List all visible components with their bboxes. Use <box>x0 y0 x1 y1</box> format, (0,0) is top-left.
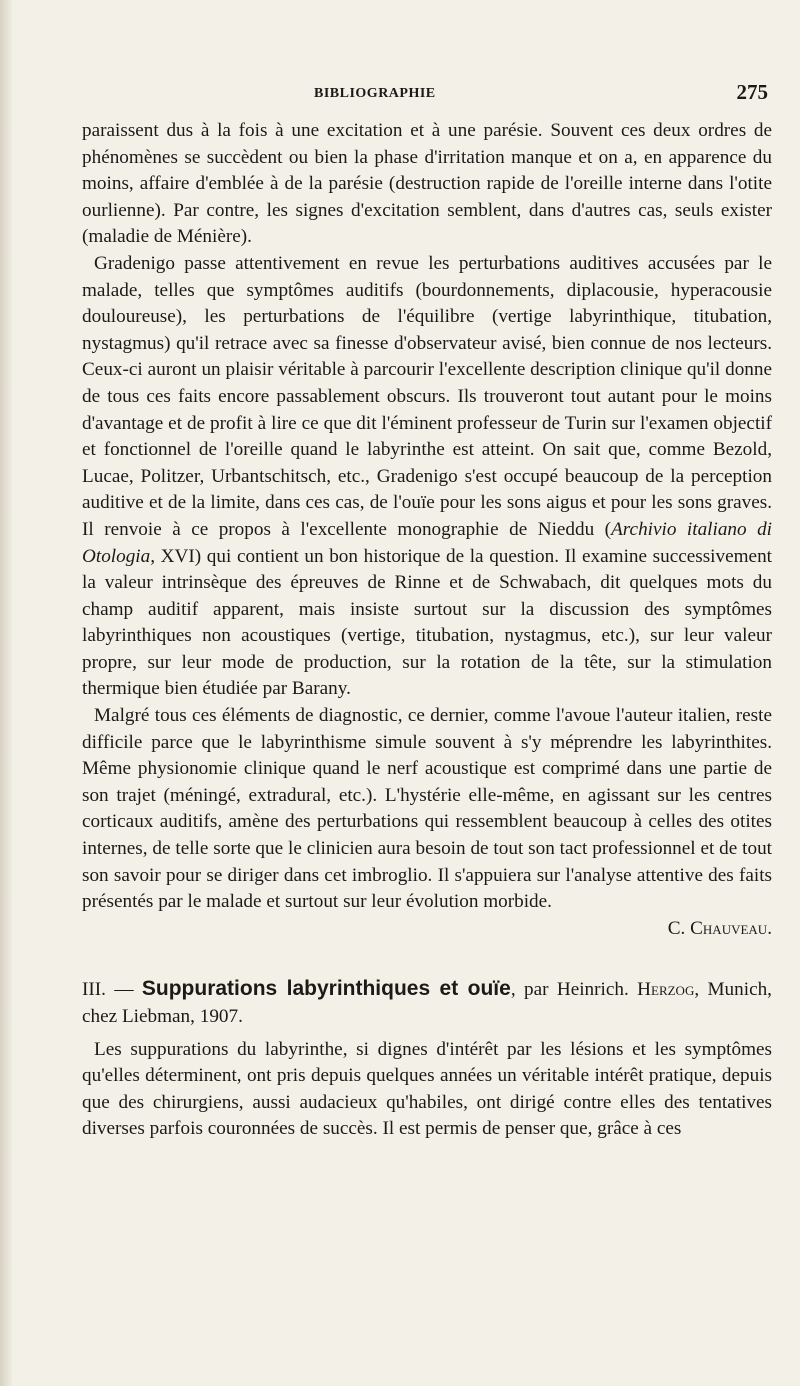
page-edge-shadow <box>0 0 12 1386</box>
page-number: 275 <box>736 80 768 104</box>
paragraph-1: paraissent dus à la fois à une excitation et à une parésie. Souvent ces deux ordres de phénomènes se succèdent ou bien la phase d'irritation manque et on a, en apparence du moins, affaire d'emblée à de la parésie (destruction rapide de l'oreille interne dans l'otite ourlienne). Par contre, les signes d'excitation semblent, dans d'autres cas, seuls exister (maladie de Ménière). <box>82 120 772 248</box>
paragraph-2-text: Gradenigo passe attentivement en revue les perturbations auditives accusées par le malade, telles que symptômes auditifs (bourdonnements, diplacousie, hyperacousie douloureuse), les perturbations de l'équilibre (vertige labyrinthique, titubation, nystagmus) qu'il retrace avec sa finesse d'observateur avisé, bien connue de nos lecteurs. Ceux-ci auront un plaisir véritable à parcourir l'excellente description clinique qu'il donne de tous ces faits encore passablement obscurs. Ils trouveront tout autant pour le moins d'avantage et de profit à lire ce que dit l'éminent professeur de Turin sur l'examen objectif et fonctionnel de l'oreille quand le labyrinthe est atteint. On sait que, comme Bezold, Lucae, Politzer, Urbantschitsch, etc., Gradenigo s'est occupé beaucoup de la perception auditive et de la limite, dans ces cas, de l'ouïe pour les sons aigus et pour les sons graves. Il renvoie à ce propos à l'excellente monographie de Nieddu ( <box>82 252 772 540</box>
page-header <box>82 80 770 108</box>
paragraph-2 <box>82 251 772 703</box>
review-publisher: , Munich, chez Liebman, 1907. <box>82 979 772 1027</box>
review-author: Herzog <box>637 979 695 1001</box>
paragraph-3: Malgré tous ces éléments de diagnostic, ce dernier, comme l'avoue l'auteur italien, reste difficile parce que le labyrinthisme simule souvent à s'y méprendre les labyrinthites. Même physionomie clinique quand le nerf acoustique est comprimé dans une partie de son trajet (méningé, extradural, etc.). L'hystérie elle-même, en agissant sur les centres corticaux auditifs, amène des perturbations qui ressemblent beaucoup à celles des otites internes, de telle sorte que le clinicien aura besoin de tout son tact professionnel et de tout son savoir pour se diriger dans cet imbroglio. Il s'appuiera sur l'analyse attentive des faits présentés par le malade et surtout sur leur évolution morbide. <box>82 705 772 913</box>
citation-journal: Archivio italiano di Otologia, <box>82 518 773 567</box>
article-body <box>82 118 772 1143</box>
review-number: III. — <box>82 979 142 1001</box>
review-signature: C. Chauveau. <box>667 917 772 939</box>
review-heading <box>82 976 772 1030</box>
review-body: Les suppurations du labyrinthe, si dignes d'intérêt par les lésions et les symptômes qu'elles déterminent, ont pris depuis quelques années un véritable intérêt pratique, depuis que des chirurgiens, aussi audacieux qu'habiles, ont dirigé contre elles des tentatives diverses parfois couronnées de succès. Il est permis de penser que, grâce à ces <box>82 1038 772 1140</box>
signature-line <box>82 916 772 943</box>
review-by: , par Heinrich. <box>510 979 638 1001</box>
running-title: BIBLIOGRAPHIE <box>314 86 436 101</box>
review-title: Suppurations labyrinthiques et ouïe <box>141 977 511 1001</box>
paragraph-2-continuation: XVI) qui contient un bon historique de la question. Il examine successivement la valeur intrinsèque des épreuves de Rinne et de Schwabach, dit quelques mots du champ auditif apparent, mais insiste surtout sur la discussion des symptômes labyrinthiques non acoustiques (vertige, titubation, nystagmus, etc.), sur leur valeur propre, sur leur mode de production, sur la rotation de la tête, sur la stimulation thermique bien étudiée par Barany. <box>82 545 772 700</box>
